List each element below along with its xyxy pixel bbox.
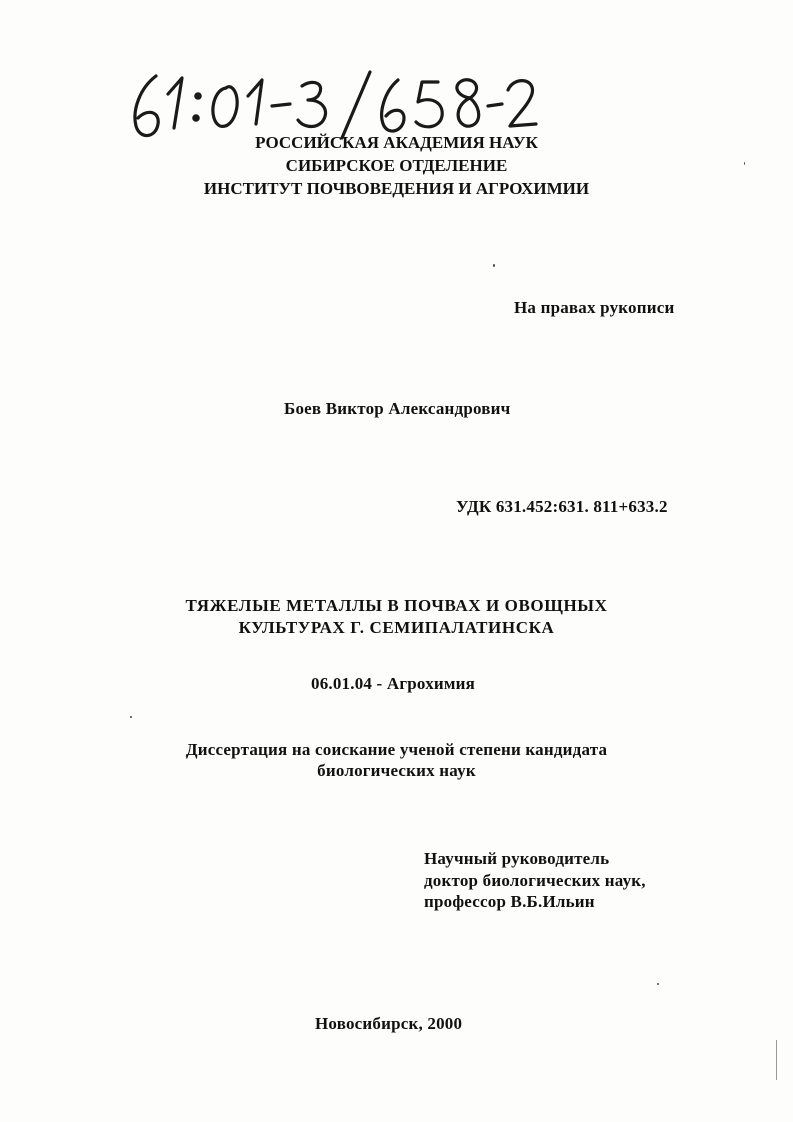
scan-edge-mark (776, 1040, 777, 1080)
udk-code: УДК 631.452:631. 811+633.2 (456, 497, 668, 516)
dissertation-title-line1: ТЯЖЕЛЫЕ МЕТАЛЛЫ В ПОЧВАХ И ОВОЩНЫХ (185, 596, 608, 615)
place-and-year: Новосибирск, 2000 (315, 1014, 463, 1033)
supervisor-title: Научный руководитель (424, 849, 610, 868)
manuscript-rights-note: На правах рукописи (514, 298, 675, 317)
specialty-code: 06.01.04 - Агрохимия (311, 674, 476, 693)
degree-line1: Диссертация на соискание ученой степени кандидата (185, 740, 608, 759)
scan-speck (493, 264, 495, 267)
header-branch: СИБИРСКОЕ ОТДЕЛЕНИЕ (285, 156, 508, 175)
dissertation-title-line2: КУЛЬТУРАХ Г. СЕМИПАЛАТИНСКА (238, 618, 555, 637)
scan-speck (130, 716, 132, 718)
author-name: Боев Виктор Александрович (284, 399, 511, 418)
degree-line2: биологических наук (317, 761, 476, 780)
header-academy: РОССИЙСКАЯ АКАДЕМИЯ НАУК (255, 133, 538, 152)
scan-speck (744, 162, 745, 165)
institution-header (0, 131, 793, 200)
supervisor-degree: доктор биологических наук, (424, 871, 646, 890)
header-institute: ИНСТИТУТ ПОЧВОВЕДЕНИЯ И АГРОХИМИИ (203, 179, 590, 198)
supervisor-name: профессор В.Б.Ильин (424, 892, 595, 911)
scan-speck (657, 983, 659, 985)
